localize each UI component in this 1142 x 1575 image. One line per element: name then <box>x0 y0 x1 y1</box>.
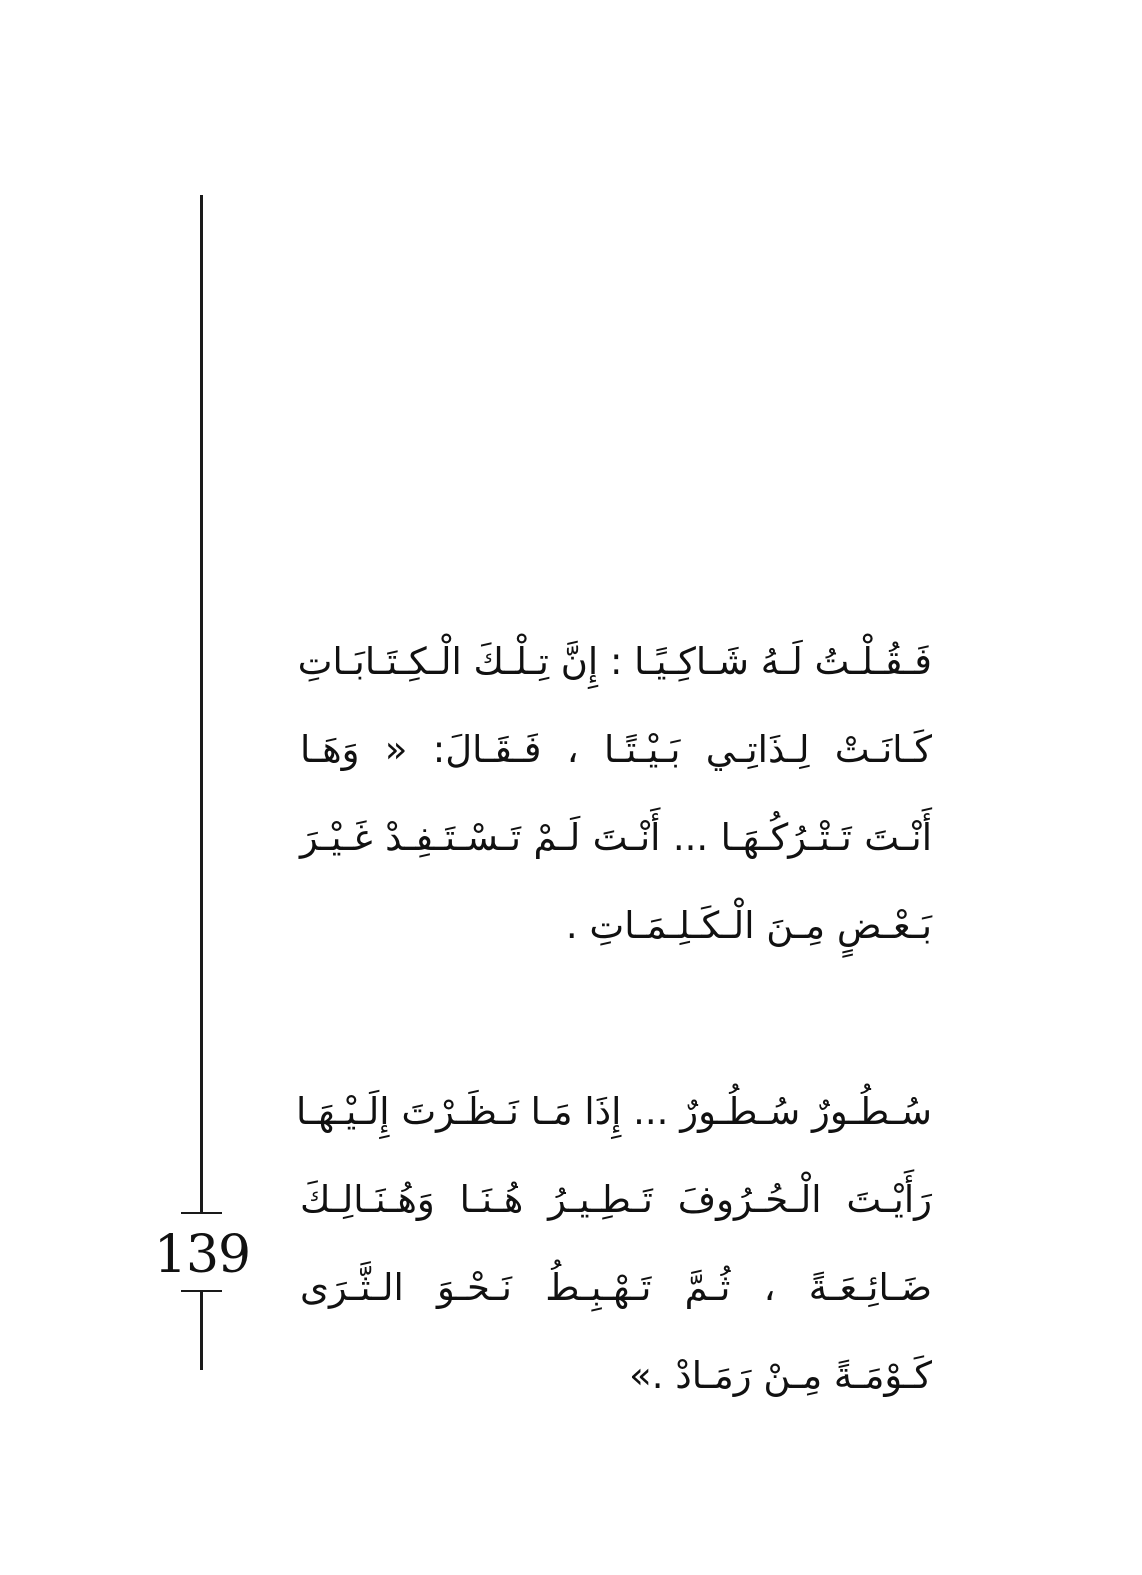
paragraph-line: فَـقُـلْـتُ لَـهُ شَـاكِـيًـا : إِنَّ تِـلْـكَ الْـكِـتَـابَـاتِ <box>297 640 932 683</box>
paragraph-1 <box>297 618 932 970</box>
paragraph-line: كَـوْمَـةً مِـنْ رَمَـادْ .» <box>629 1354 932 1397</box>
page-number: 139 <box>153 1225 251 1285</box>
paragraph-line: بَـعْـضٍ مِـنَ الْـكَـلِـمَـاتِ . <box>565 904 932 947</box>
margin-rule-bottom <box>200 1292 203 1370</box>
paragraph-line: كَـانَـتْ لِـذَاتِـي بَـيْـتًـا ، فَـقَـالَ: « وَهَـا <box>300 728 932 771</box>
margin-rule-top <box>200 195 203 1212</box>
paragraph-line: ضَـائِـعَـةً ، ثُـمَّ تَـهْـبِـطُ نَـحْـوَ الـثَّـرَى <box>300 1266 932 1309</box>
paragraph-line: أَنْـتَ تَـتْـرُكُـهَـا ... أَنْـتَ لَـمْ تَـسْـتَـفِـدْ غَـيْـرَ <box>300 816 932 859</box>
paragraph-line: رَأَيْـتَ الْـحُـرُوفَ تَـطِـيـرُ هُـنَـا وَهُـنَـالِـكَ <box>300 1178 932 1221</box>
page-number-tick-top <box>181 1212 222 1214</box>
paragraph-line: سُـطُـورٌ سُـطُـورٌ ... إِذَا مَـا نَـظَـرْتَ إِلَـيْـهَـا <box>296 1090 932 1133</box>
paragraph-2 <box>296 1068 932 1420</box>
